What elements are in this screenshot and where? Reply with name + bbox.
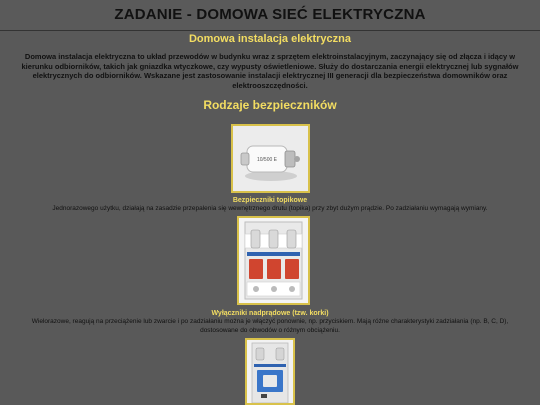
fuse-cartridge-image bbox=[231, 124, 310, 193]
fuse-caption: Bezpieczniki topikowe bbox=[232, 197, 308, 204]
fuse-description: Jednorazowego użytku, działają na zasadzie przepalenia się wewnętrznego drutu (topika) przy zbyt dużym prądzie. Po zadziałaniu wymagają wymiany. bbox=[52, 205, 488, 212]
circuit-breaker-image bbox=[237, 216, 310, 305]
rcd-breaker-illustration bbox=[247, 340, 293, 403]
fuse-cartridge-illustration bbox=[233, 126, 308, 191]
fuse-label-text: 10/500 E bbox=[256, 157, 278, 163]
section-heading-fuse-types: Rodzaje bezpieczników bbox=[203, 98, 337, 112]
breaker-description: Wielorazowe, reagują na przeciążenie lub zwarcie i po zadziałaniu można je włączyć ponownie, np. przyciskiem. Mają różne charakterystyki zadziałania (np. B, C, D), dostosowane do obwodów o różnym obciążeniu. bbox=[31, 318, 509, 334]
rcd-breaker-image bbox=[245, 338, 295, 405]
page-title: ZADANIE - DOMOWA SIEĆ ELEKTRYCZNA bbox=[114, 6, 426, 23]
circuit-breaker-illustration bbox=[239, 218, 308, 303]
intro-paragraph: Domowa instalacja elektryczna to układ przewodów w budynku wraz z sprzętem elektroinstalacyjnym, zaczynający się od złącza i idący w kierunku odbiorników, takich jak gniazdka wtyczkowe, czy wypusty oświetleniowe. Służy do dostarczania energii elektrycznej lub sygnałów elektrycznych do odbiorników. Wskazane jest zastosowanie instalacji elektrycznej III generacji dla bezpieczeństwa domowników oraz elektrooszczędności. bbox=[21, 52, 519, 90]
header-bar bbox=[0, 0, 540, 31]
breaker-caption: Wyłączniki nadprądowe (tzw. korki) bbox=[211, 310, 329, 317]
section-heading-installation: Domowa instalacja elektryczna bbox=[188, 33, 351, 45]
